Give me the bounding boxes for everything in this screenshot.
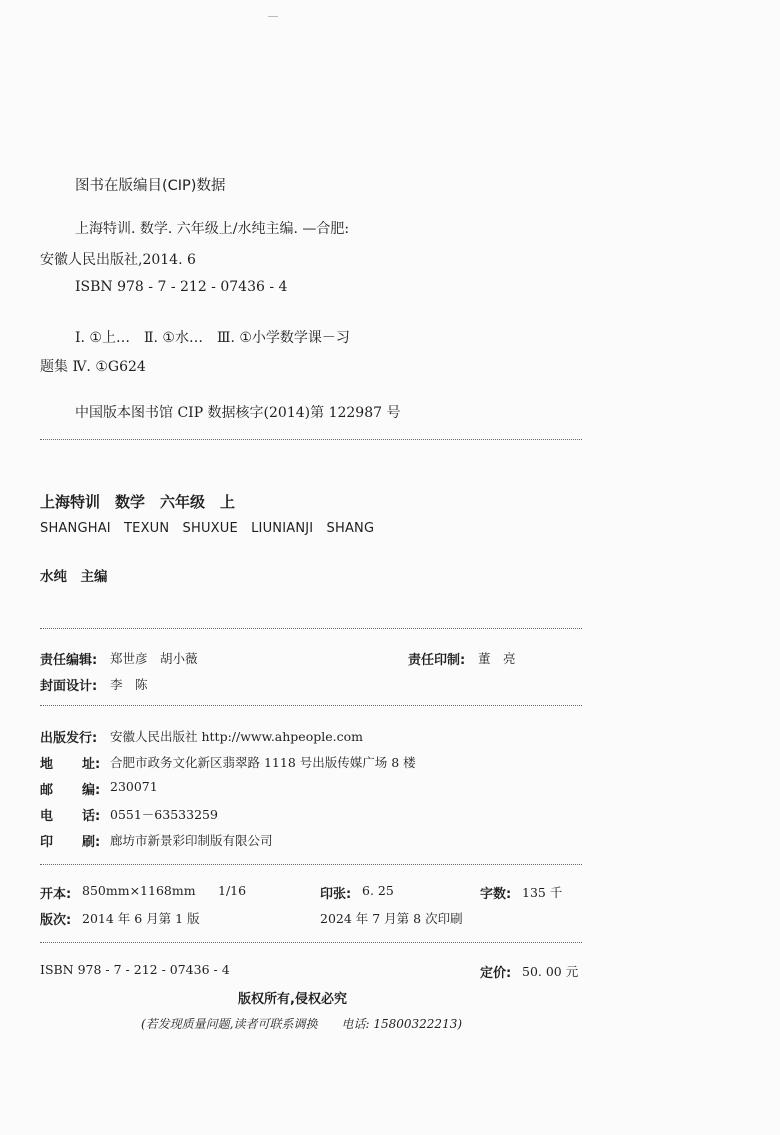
divider [40,705,582,706]
cip-verify: 中国版本图书馆 CIP 数据核字(2014)第 122987 号 [75,405,401,421]
edition-value: 2014 年 6 月第 1 版 [82,911,200,926]
format-fraction: 1/16 [218,883,247,898]
divider [40,628,582,629]
postal-value: 230071 [110,779,158,794]
cip-line-2: 安徽人民出版社,2014. 6 [40,252,196,268]
cip-isbn: ISBN 978 - 7 - 212 - 07436 - 4 [75,279,288,295]
footer-isbn: ISBN 978 - 7 - 212 - 07436 - 4 [40,962,230,977]
phone-label-a: 电 [40,809,54,824]
editor-label: 责任编辑: [40,653,98,668]
editor-value: 郑世彦 胡小薇 [110,651,198,666]
divider [40,942,582,943]
format-value: 850mm×1168mm [82,883,196,898]
address-value: 合肥市政务文化新区翡翠路 1118 号出版传媒广场 8 楼 [110,755,416,770]
printer-value: 廊坊市新景彩印制版有限公司 [110,833,273,848]
format-label: 开本: [40,887,72,902]
book-title-cn: 上海特训 数学 六年级 上 [40,493,236,511]
phone-label-b: 话: [82,809,101,824]
top-mark [268,16,278,17]
words-label: 字数: [480,887,512,902]
publish-label: 出版发行: [40,731,98,746]
cip-class-2: 题集 Ⅳ. ①G624 [40,359,146,375]
phone-value: 0551－63533259 [110,807,218,822]
divider [40,439,582,440]
postal-label-a: 邮 [40,783,54,798]
book-title-pinyin: SHANGHAI TEXUN SHUXUE LIUNIANJI SHANG [40,521,375,536]
address-label-a: 地 [40,757,54,772]
price-label: 定价: [480,966,512,981]
print-manager-label: 责任印制: [408,653,466,668]
printer-label-a: 印 [40,835,54,850]
quality-notice: (若发现质量问题,读者可联系调换 电话: 15800322213) [141,1017,463,1031]
address-label-b: 址: [82,757,101,772]
edition-label: 版次: [40,913,72,928]
words-value: 135 千 [522,885,563,900]
price-value: 50. 00 元 [522,964,579,979]
copyright-notice: 版权所有,侵权必究 [238,992,347,1007]
sheets-label: 印张: [320,887,352,902]
print-manager-value: 董 亮 [478,651,516,666]
cip-title: 图书在版编目(CIP)数据 [75,178,226,194]
publish-value: 安徽人民出版社 http://www.ahpeople.com [110,729,363,744]
printer-label-b: 刷: [82,835,101,850]
printing-value: 2024 年 7 月第 8 次印刷 [320,911,463,926]
cip-line-1: 上海特训. 数学. 六年级上/水纯主编. —合肥: [75,221,350,237]
cover-design-value: 李 陈 [110,677,148,692]
sheets-value: 6. 25 [362,883,394,898]
postal-label-b: 编: [82,783,101,798]
book-editor: 水纯 主编 [40,569,108,585]
divider [40,864,582,865]
cip-class-1: Ⅰ. ①上… Ⅱ. ①水… Ⅲ. ①小学数学课－习 [75,330,350,346]
cover-design-label: 封面设计: [40,679,98,694]
